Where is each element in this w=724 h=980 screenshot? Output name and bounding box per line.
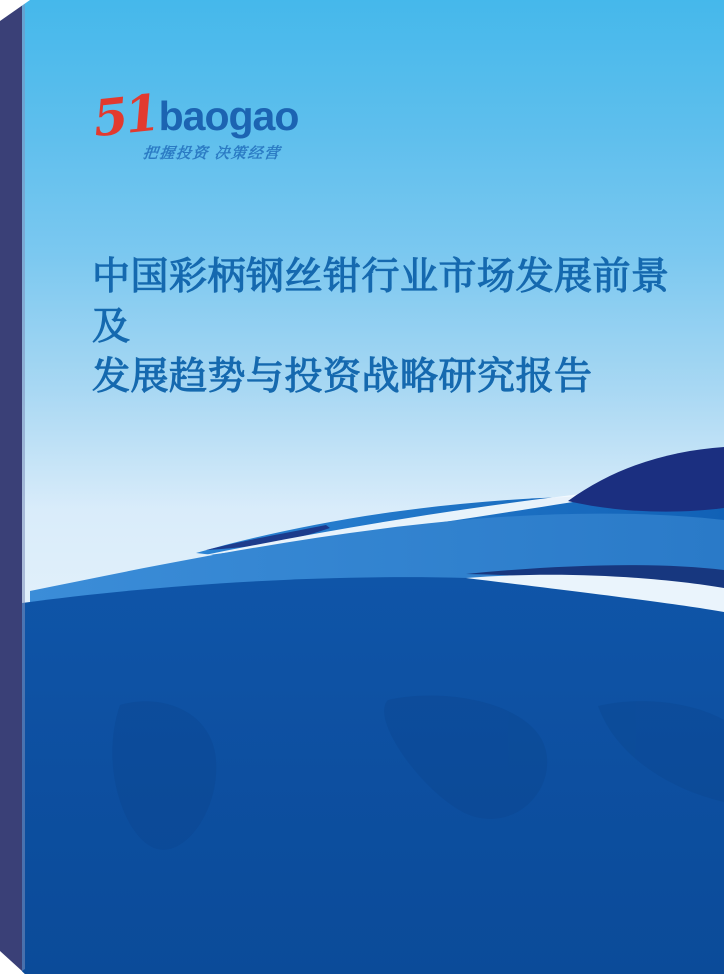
left-edge-bar [0,4,22,971]
bottom-white-strip [0,974,724,980]
report-title-line-1: 中国彩柄钢丝钳行业市场发展前景及 [92,256,670,348]
logo [90,82,299,163]
logo-prefix-51: 51 [90,82,160,149]
logo-word-baogao: baogao [158,93,299,139]
report-title-line-2: 发展趋势与投资战略研究报告 [92,356,593,398]
logo-tagline: 把握投资 决策经营 [142,145,282,162]
wave-navy-crescent [568,447,724,512]
report-title [92,252,692,402]
logo-wordmark [90,82,299,149]
left-edge-bar-highlight [22,2,25,971]
